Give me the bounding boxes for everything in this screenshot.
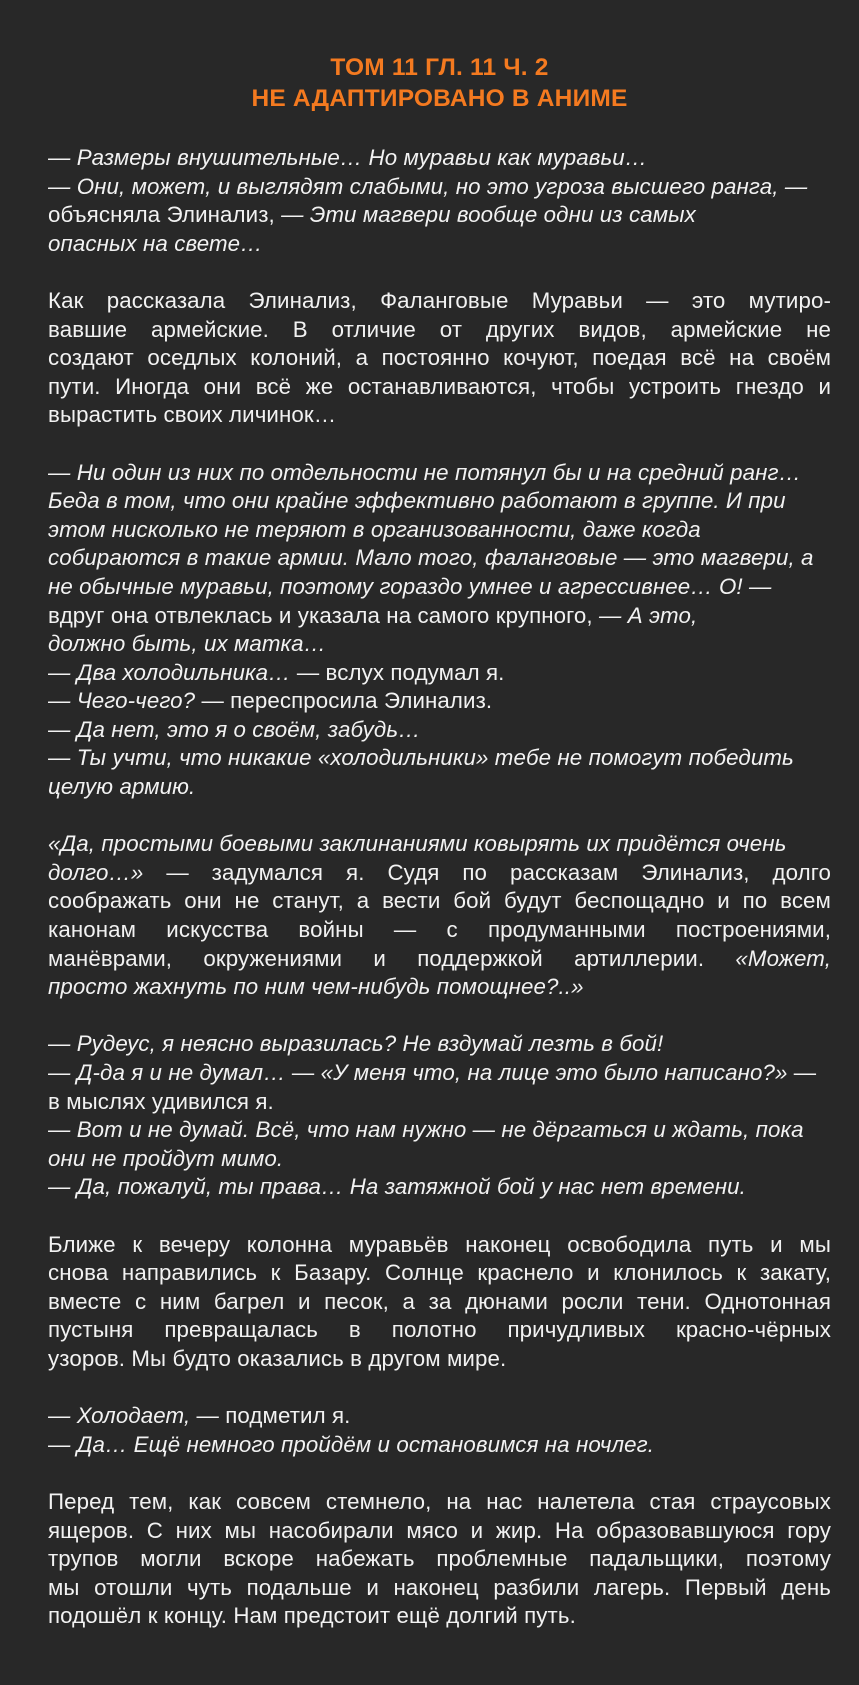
text-line: Перед тем, как совсем стемнело, на нас налетела стая страусовых — [48, 1488, 831, 1514]
text-line: канонам искусства войны — с продуманными построениями, — [48, 917, 831, 943]
text-line: пути. Иногда они всё же останавливаются, чтобы устроить гнездо и — [48, 373, 831, 399]
text-line: создают оседлых колоний, а постоянно кочуют, поедая всё на своём — [48, 345, 831, 371]
text-line: Ближе к вечеру колонна муравьёв наконец освободила путь и мы — [48, 1231, 831, 1257]
text-line: в мыслях удивился я. — [48, 1088, 274, 1114]
text-line: снова направились к Базару. Солнце краснело и клонилось к закату, — [48, 1260, 831, 1286]
text-line: не обычные муравьи, поэтому гораздо умнее и агрессивнее… О! — — [48, 573, 772, 599]
text-line: долго…» — задумался я. Судя по рассказам Элинализ, долго — [48, 859, 831, 885]
text-line: — Два холодильника… — вслух подумал я. — [48, 659, 505, 685]
text-line: должно быть, их матка… — [48, 631, 327, 657]
text-line: — Чего-чего? — переспросила Элинализ. — [48, 688, 493, 714]
text-line: они не пройдут мимо. — [48, 1145, 284, 1171]
text-line: узоров. Мы будто оказались в другом мире. — [48, 1345, 507, 1371]
chapter-text — [48, 144, 831, 1631]
text-line: этом нисколько не теряют в организованности, даже когда — [48, 516, 701, 542]
text-line: — Вот и не думай. Всё, что нам нужно — не дёргаться и ждать, пока — [48, 1117, 804, 1143]
text-line: подошёл к концу. Нам предстоит ещё долгий путь. — [48, 1603, 576, 1629]
text-line: вырастить своих личинок… — [48, 402, 337, 428]
text-line: трупов могли вскоре набежать проблемные падальщики, поэтому — [48, 1546, 831, 1572]
text-line: собираются в такие армии. Мало того, фаланговые — это магвери, а — [48, 545, 814, 571]
chapter-title-line-1: ТОМ 11 ГЛ. 11 Ч. 2 — [330, 54, 549, 81]
chapter-title-line-2: НЕ АДАПТИРОВАНО В АНИМЕ — [251, 85, 628, 112]
text-line: вдруг она отвлеклась и указала на самого крупного, — А это, — [48, 602, 698, 628]
text-line: Беда в том, что они крайне эффективно работают в группе. И при — [48, 488, 786, 514]
text-line: целую армию. — [48, 774, 196, 800]
text-line: ящеров. С них мы насобирали мясо и жир. На образовавшуюся гору — [48, 1517, 831, 1543]
text-line: — Рудеус, я неясно выразилась? Не вздумай лезть в бой! — [48, 1031, 664, 1057]
chapter-heading — [48, 52, 831, 114]
text-line: — Д-да я и не думал… — «У меня что, на лице это было написано?» — — [48, 1060, 817, 1085]
text-line: пустыня превращалась в полотно причудливых красно-чёрных — [48, 1317, 831, 1343]
text-line: вавшие армейские. В отличие от других видов, армейские не — [48, 316, 831, 342]
text-line: — Они, может, и выглядят слабыми, но это угроза высшего ранга, — — [48, 173, 808, 199]
text-line: — Ты учти, что никакие «холодильники» тебе не помогут победить — [48, 745, 794, 771]
text-line: объясняла Элинализ, — Эти магвери вообще одни из самых — [48, 202, 696, 228]
text-line: — Размеры внушительные… Но муравьи как муравьи… — [48, 145, 648, 170]
text-line: Как рассказала Элинализ, Фаланговые Муравьи — это мутиро- — [48, 287, 831, 313]
text-line: соображать они не станут, а вести бой будут беспощадно и по всем — [48, 888, 831, 914]
text-line: манёврами, окружениями и поддержкой артиллерии. «Может, — [48, 945, 831, 971]
text-line: — Холодает, — подметил я. — [48, 1403, 351, 1429]
text-line: — Да… Ещё немного пройдём и остановимся на ночлег. — [48, 1431, 655, 1457]
text-line: — Ни один из них по отдельности не потянул бы и на средний ранг… — [48, 459, 801, 485]
text-line: просто жахнуть по ним чем-нибудь помощнее?..» — [48, 974, 584, 1000]
text-line: опасных на свете… — [48, 230, 263, 256]
text-line: мы отошли чуть подальше и наконец разбили лагерь. Первый день — [48, 1574, 831, 1600]
text-line: — Да нет, это я о своём, забудь… — [48, 716, 421, 742]
text-line: вместе с ним багрел и песок, а за дюнами росли тени. Однотонная — [48, 1288, 831, 1314]
text-line: «Да, простыми боевыми заклинаниями ковырять их придётся очень — [48, 831, 787, 857]
text-line: — Да, пожалуй, ты права… На затяжной бой у нас нет времени. — [48, 1174, 746, 1200]
